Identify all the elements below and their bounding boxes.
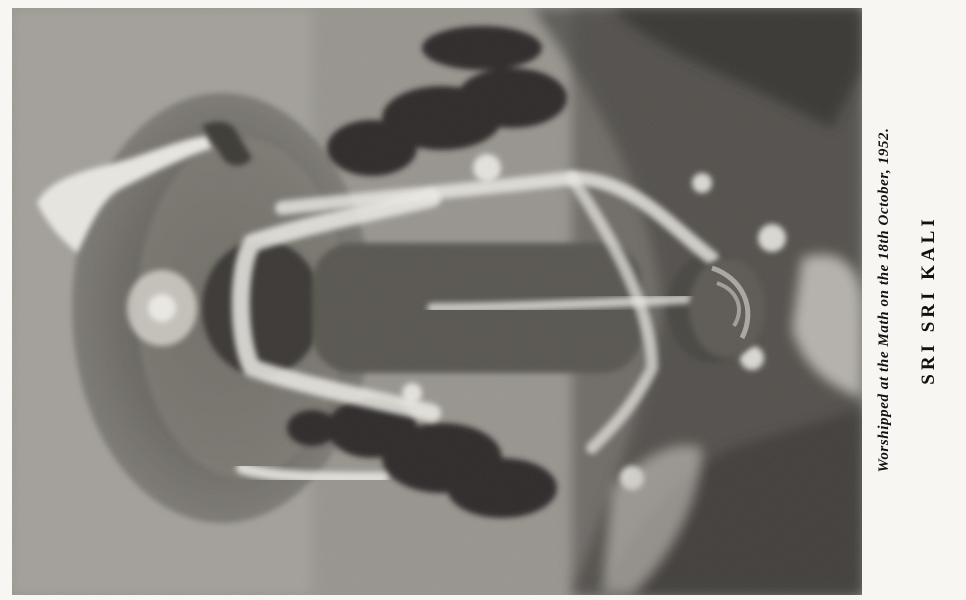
caption-subtitle: Worshipped at the Math on the 18th October, 1952. <box>876 127 892 473</box>
kali-photograph <box>12 8 862 595</box>
caption-title: SRI SRI KALI <box>918 215 939 385</box>
kali-image-svg <box>12 8 862 595</box>
caption-block <box>856 0 966 600</box>
